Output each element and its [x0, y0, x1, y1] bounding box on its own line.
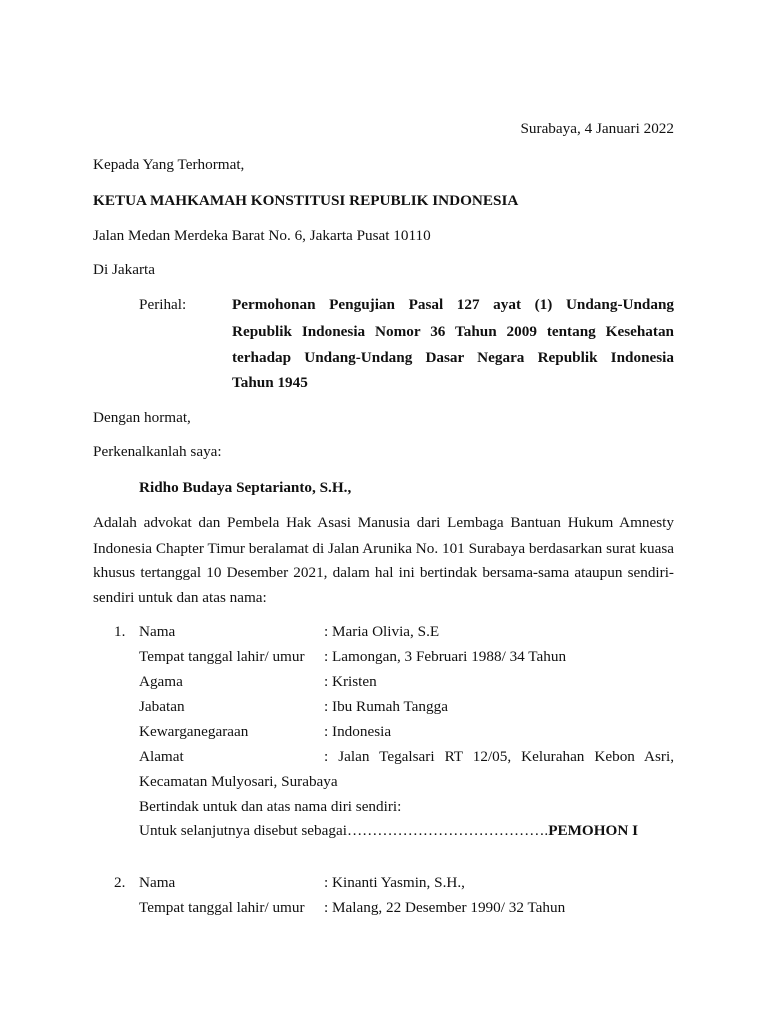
subject-line: Republik Indonesia Nomor 36 Tahun 2009 tentang Kesehatan [232, 323, 674, 340]
list-number: 1. [114, 623, 126, 640]
referred-prefix: Untuk selanjutnya disebut sebagai [139, 822, 347, 839]
subject-label: Perihal: [139, 296, 187, 313]
field-label: Nama [139, 623, 176, 640]
recipient-city: Di Jakarta [93, 261, 155, 278]
field-label: Agama [139, 673, 183, 690]
field-value: : Indonesia [324, 723, 392, 740]
place-date: Surabaya, 4 Januari 2022 [520, 120, 674, 137]
subject-line: Permohonan Pengujian Pasal 127 ayat (1) Undang-Undang [232, 296, 674, 313]
field-value: : Malang, 22 Desember 1990/ 32 Tahun [324, 899, 566, 916]
paragraph-line: Indonesia Chapter Timur beralamat di Jalan Arunika No. 101 Surabaya berdasarkan surat kuasa [93, 540, 674, 557]
address-continuation: Kecamatan Mulyosari, Surabaya [139, 773, 338, 790]
referred-as-line [139, 822, 638, 840]
paragraph-line: khusus tertanggal 10 Desember 2021, dalam hal ini bertindak bersama-sama ataupun sendiri- [93, 564, 674, 581]
petitioner-designation: PEMOHON I [548, 822, 639, 839]
field-label: Jabatan [139, 698, 185, 715]
field-label: Kewarganegaraan [139, 723, 249, 740]
subject-line: terhadap Undang-Undang Dasar Negara Republik Indonesia [232, 349, 674, 366]
field-label: Tempat tanggal lahir/ umur [139, 899, 305, 916]
intro: Perkenalkanlah saya: [93, 443, 222, 460]
field-value: : Kinanti Yasmin, S.H., [324, 874, 465, 891]
paragraph-line: sendiri untuk dan atas nama: [93, 589, 267, 606]
acting-for: Bertindak untuk dan atas nama diri sendiri: [139, 798, 402, 815]
field-label: Tempat tanggal lahir/ umur [139, 648, 305, 665]
field-value: : Kristen [324, 673, 377, 690]
field-value: : Jalan Tegalsari RT 12/05, Kelurahan Kebon Asri, [324, 748, 674, 765]
greeting: Dengan hormat, [93, 409, 191, 426]
recipient-title: KETUA MAHKAMAH KONSTITUSI REPUBLIK INDONESIA [93, 192, 519, 209]
field-label: Nama [139, 874, 176, 891]
field-value: : Lamongan, 3 Februari 1988/ 34 Tahun [324, 648, 567, 665]
subject-line: Tahun 1945 [232, 374, 308, 391]
advocate-name: Ridho Budaya Septarianto, S.H., [139, 479, 352, 496]
field-value: : Maria Olivia, S.E [324, 623, 440, 640]
field-label: Alamat [139, 748, 184, 765]
referred-dots: …………………………………. [346, 822, 549, 839]
salutation-to: Kepada Yang Terhormat, [93, 156, 245, 173]
list-number: 2. [114, 874, 126, 891]
paragraph-line: Adalah advokat dan Pembela Hak Asasi Manusia dari Lembaga Bantuan Hukum Amnesty [93, 514, 674, 531]
recipient-address: Jalan Medan Merdeka Barat No. 6, Jakarta Pusat 10110 [93, 227, 431, 244]
field-value: : Ibu Rumah Tangga [324, 698, 448, 715]
